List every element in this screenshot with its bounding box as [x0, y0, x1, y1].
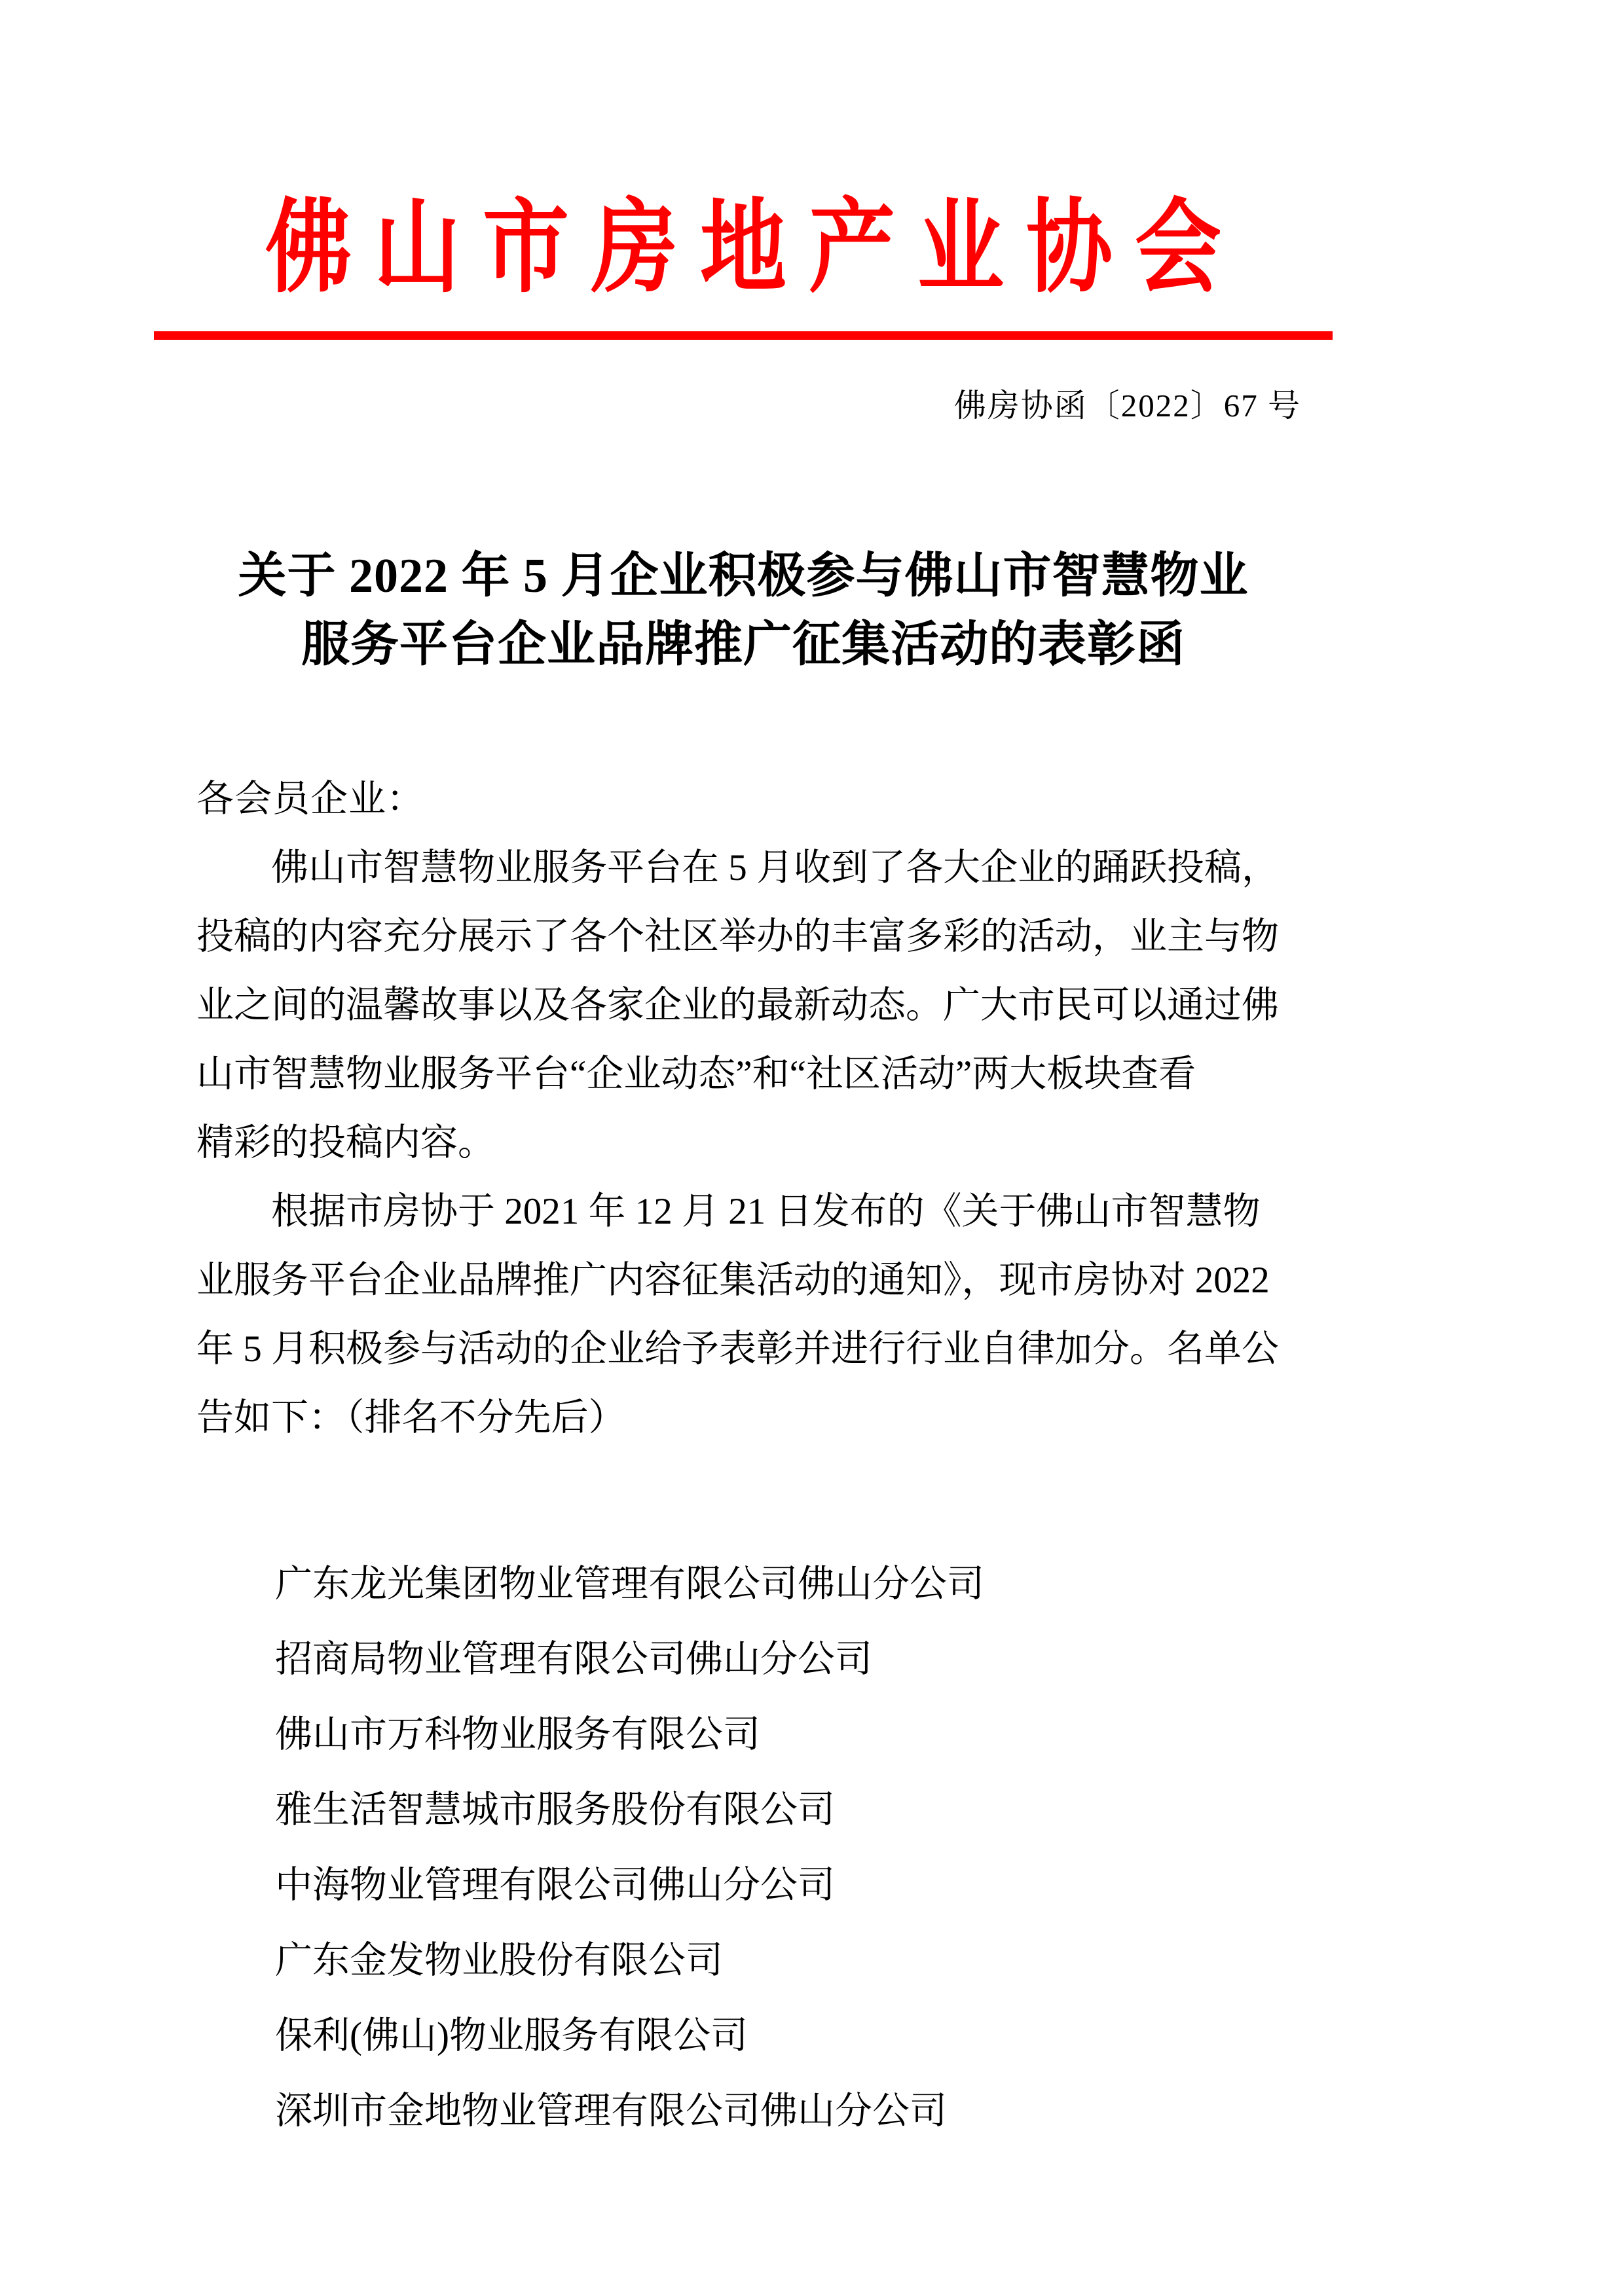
paragraph-line: 山市智慧物业服务平台“企业动态”和“社区活动”两大板块查看	[196, 1053, 1196, 1095]
paragraph-line: 精彩的投稿内容。	[196, 1122, 495, 1163]
body-paragraph-1	[196, 833, 1431, 1177]
paragraph-line: 业服务平台企业品牌推广内容征集活动的通知》，现市房协对 2022	[196, 1260, 1270, 1301]
body-paragraph-2	[196, 1177, 1431, 1452]
letterhead	[154, 190, 1333, 305]
list-item: 雅生活智慧城市服务股份有限公司	[275, 1789, 835, 1831]
paragraph-line: 业之间的温馨故事以及各家企业的最新动态。广大市民可以通过佛	[196, 985, 1279, 1026]
list-item: 招商局物业管理有限公司佛山分公司	[275, 1639, 872, 1680]
paragraph-line: 投稿的内容充分展示了各个社区举办的丰富多彩的活动，业主与物	[196, 916, 1279, 957]
list-item: 广东龙光集团物业管理有限公司佛山分公司	[275, 1563, 984, 1605]
document-title-line-1: 关于 2022 年 5 月企业积极参与佛山市智慧物业	[238, 549, 1249, 603]
letterhead-divider-rule	[154, 331, 1333, 340]
list-item: 深圳市金地物业管理有限公司佛山分公司	[275, 2090, 947, 2132]
list-item: 佛山市万科物业服务有限公司	[275, 1714, 760, 1755]
salutation: 各会员企业：	[196, 778, 424, 820]
organization-name: 佛山市房地产业协会	[265, 191, 1244, 305]
document-title-line-2: 服务平台企业品牌推广征集活动的表彰函	[301, 618, 1185, 672]
commended-company-list	[275, 1546, 1388, 2149]
list-item: 广东金发物业股份有限公司	[275, 1940, 723, 1981]
document-body	[196, 765, 1431, 1452]
list-item: 中海物业管理有限公司佛山分公司	[275, 1865, 835, 1906]
paragraph-line: 佛山市智慧物业服务平台在 5 月收到了各大企业的踊跃投稿，	[196, 847, 1279, 888]
document-title	[154, 542, 1333, 680]
document-serial-number: 佛房协函〔2022〕67 号	[953, 388, 1301, 424]
paragraph-line: 年 5 月积极参与活动的企业给予表彰并进行行业自律加分。名单公	[196, 1328, 1279, 1370]
paragraph-line: 告如下：（排名不分先后）	[196, 1397, 626, 1438]
paragraph-line: 根据市房协于 2021 年 12 月 21 日发布的《关于佛山市智慧物	[196, 1191, 1261, 1232]
list-item: 保利(佛山)物业服务有限公司	[275, 2015, 748, 2056]
